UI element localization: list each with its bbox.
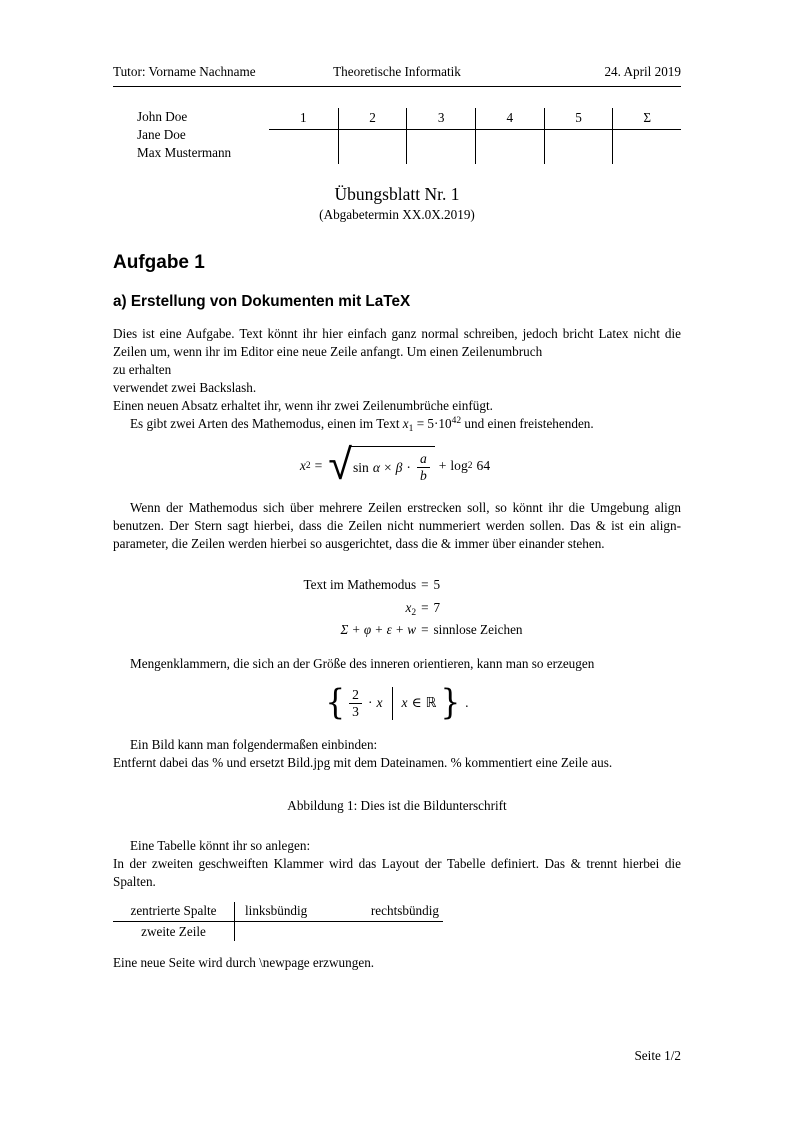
forced-line: verwendet zwei Backslash.	[113, 380, 257, 395]
inline-math-subscript: 1	[408, 424, 414, 434]
log-argument: 64	[476, 458, 491, 473]
beta-symbol: β	[395, 459, 403, 475]
points-column-header: 3	[406, 108, 475, 130]
align-rhs: sinnlose Zeichen	[433, 622, 523, 637]
forced-line: zu erhalten	[113, 362, 172, 377]
figure-caption: Abbildung 1: Dies ist die Bildunterschrift	[287, 798, 507, 813]
fraction-numerator: 2	[349, 688, 362, 704]
forced-line: Einen neuen Absatz erhaltet ihr, wenn ihr zwei Zeilenumbrüche einfügt.	[113, 398, 493, 413]
equals-sign: =	[421, 622, 429, 637]
log-operator: log	[450, 458, 468, 473]
paragraph-set: Mengenklammern, die sich an der Größe des inneren orientieren, kann man so erzeugen	[130, 656, 595, 671]
sheet-title: Übungsblatt Nr. 1	[334, 184, 460, 204]
table-cell-empty	[347, 922, 443, 941]
plus-sign: +	[438, 458, 447, 473]
times-sign: ×	[383, 459, 392, 475]
radical-sign-icon: √	[328, 440, 352, 490]
equals-sign: =	[421, 599, 429, 615]
student-name: Jane Doe	[137, 127, 186, 142]
element-of-sign: ∈	[411, 695, 422, 710]
equals-sign: =	[421, 577, 429, 592]
fraction-denominator: b	[419, 468, 427, 483]
points-table	[113, 108, 681, 164]
sin-operator: sin	[352, 459, 369, 475]
paragraph-image-line1: Ein Bild kann man folgendermaßen einbinden:	[130, 737, 378, 752]
points-grid	[269, 108, 681, 164]
student-name: John Doe	[137, 109, 188, 124]
set-var: x	[376, 695, 383, 710]
align-lhs: Text im Mathemodus	[303, 577, 417, 592]
inline-math-pre: Es gibt zwei Arten des Mathemodus, einen im Text	[130, 416, 403, 431]
points-column-header: 5	[544, 108, 613, 130]
display-equation: x 2 = √ sin α × β · $\frac{a}{b}$ + log 2 64	[299, 440, 491, 490]
align-environment	[129, 576, 697, 639]
table-cell: zweite Zeile	[113, 922, 235, 941]
period: .	[465, 695, 469, 710]
section-heading: Aufgabe 1	[113, 252, 205, 273]
alpha-symbol: α	[372, 459, 380, 475]
paragraph-image-rest: Entfernt dabei das % und ersetzt Bild.jpg mit dem Dateinamen. % kommentiert eine Zeile aus.	[113, 755, 613, 770]
points-column-header: 4	[475, 108, 544, 130]
align-lhs	[303, 599, 416, 617]
points-column-header: 2	[338, 108, 407, 130]
table-cell: zentrierte Spalte	[113, 902, 235, 922]
header-tutor: Tutor: Vorname Nachname	[113, 64, 256, 79]
inline-math-exponent: 42	[451, 416, 462, 426]
radicand	[350, 446, 435, 486]
paragraph-align: Wenn der Mathemodus sich über mehrere Zeilen erstrecken soll, so könnt ihr die Umgebung align benutzen. Der Stern sagt hierbei, dass die Zeilen nicht nummeriert werden sollen. Das & ist ein align-parameter, die Zeilen werden hierbei so ausgerichtet, dass die & immer über einander stehen.	[113, 500, 681, 551]
points-cell-empty	[269, 130, 338, 164]
student-name: Max Mustermann	[137, 145, 232, 160]
inline-math-post: und einen freistehenden.	[461, 416, 594, 431]
left-brace: {	[325, 682, 346, 723]
condition-var: x	[401, 695, 408, 710]
points-cell-empty	[338, 130, 407, 164]
align-lhs: Σ + φ + ε + w	[340, 622, 417, 637]
set-expression	[113, 680, 681, 726]
running-header	[113, 63, 681, 87]
inline-math-mid: = 5·10	[413, 416, 452, 431]
align-rhs: 7	[433, 599, 441, 615]
align-rhs: 5	[433, 577, 441, 592]
points-column-header: Σ	[612, 108, 681, 130]
set-divider-bar	[392, 687, 393, 720]
points-cell-empty	[475, 130, 544, 164]
demo-table	[113, 902, 681, 941]
paragraph-newpage: Eine neue Seite wird durch \newpage erzwungen.	[113, 955, 375, 970]
points-cell-empty	[544, 130, 613, 164]
align-var-subscript: 2	[411, 607, 417, 618]
cdot-sign: ·	[406, 459, 411, 475]
header-course: Theoretische Informatik	[333, 64, 461, 79]
sheet-subtitle: (Abgabetermin XX.0X.2019)	[319, 207, 475, 222]
fraction	[417, 452, 430, 483]
paragraph-intro: Dies ist eine Aufgabe. Text könnt ihr hier einfach ganz normal schreiben, jedoch bricht Latex nicht die Zeilen um, wenn ihr im Editor eine neue Zeile anfangt. Um einen Zeilenumbruch	[113, 326, 681, 359]
student-names	[137, 108, 269, 164]
header-date: 24. April 2019	[604, 64, 681, 79]
paragraph-inline-math	[113, 415, 681, 433]
table-cell: rechtsbündig	[347, 902, 443, 922]
table-cell-empty	[235, 922, 347, 941]
paragraph-table-rest: In der zweiten geschweiften Klammer wird das Layout der Tabelle definiert. Das & trennt hierbei die Spalten.	[113, 856, 681, 889]
subsection-heading: a) Erstellung von Dokumenten mit LaTeX	[113, 293, 411, 310]
page-footer: Seite 1/2	[634, 1048, 681, 1063]
fraction-numerator: a	[417, 452, 430, 468]
equation-lhs-var: x	[299, 458, 306, 473]
right-brace: }	[440, 682, 461, 723]
fraction	[349, 688, 362, 719]
points-cell-empty	[612, 130, 681, 164]
points-cell-empty	[406, 130, 475, 164]
fraction-denominator: 3	[352, 703, 359, 719]
align-var: x	[405, 599, 412, 615]
paragraph-table-line1: Eine Tabelle könnt ihr so anlegen:	[130, 838, 311, 853]
points-column-header: 1	[269, 108, 338, 130]
inline-math-var: x	[402, 416, 409, 431]
table-cell: linksbündig	[235, 902, 347, 922]
cdot-sign: ·	[367, 695, 373, 710]
real-numbers-symbol: ℝ	[425, 695, 437, 711]
equals-sign: =	[314, 458, 323, 473]
